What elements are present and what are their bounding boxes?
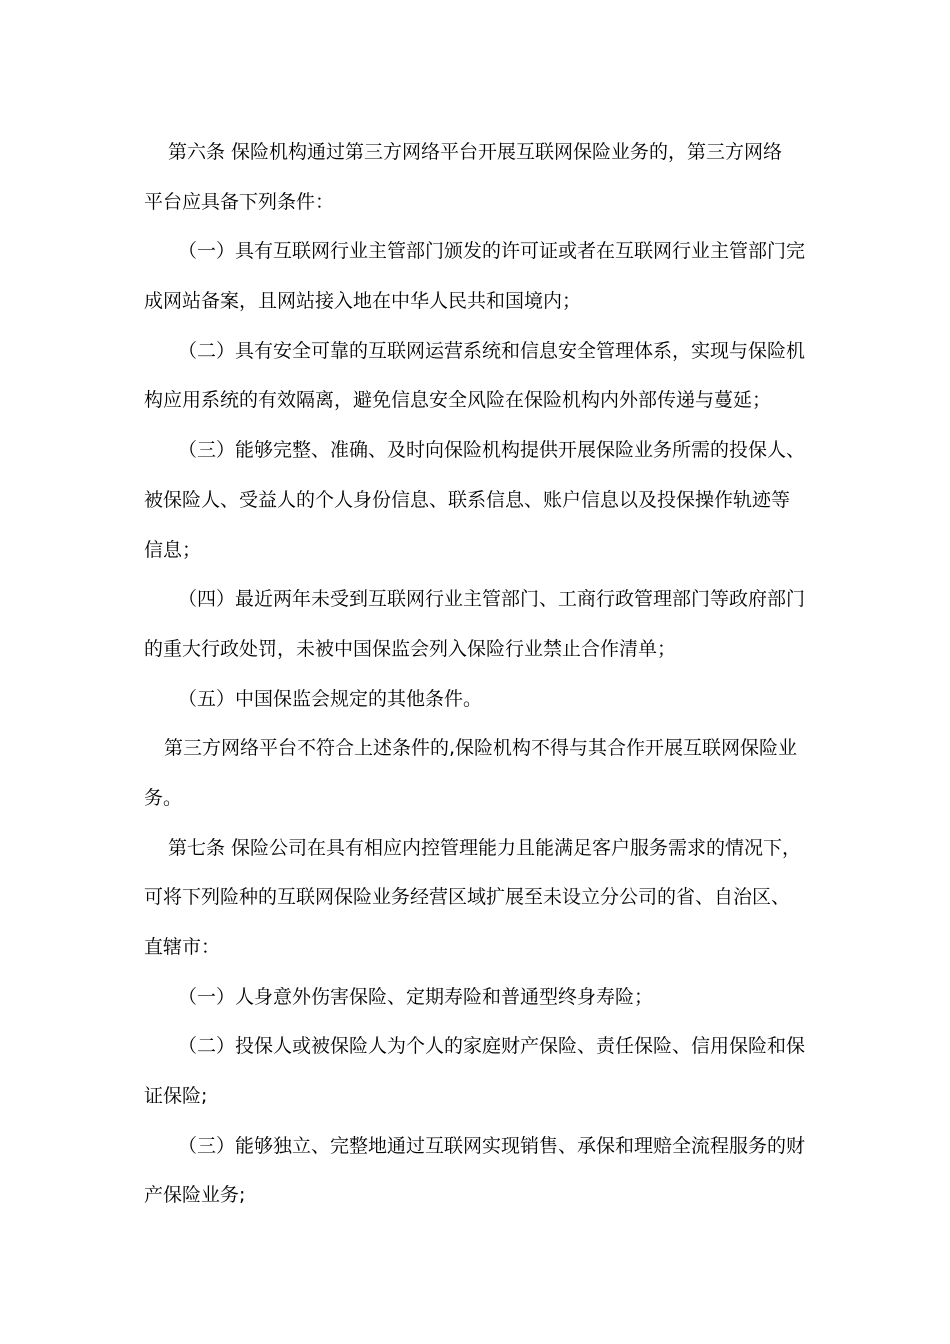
article-6-item-1-cont: 成网站备案，且网站接入地在中华人民共和国境内； (144, 290, 582, 313)
article-7-heading-cont-2: 直辖市： (144, 936, 221, 958)
article-7-item-2-cont: 证保险; (144, 1085, 208, 1108)
document-body (144, 128, 810, 1221)
article-6-heading: 第六条 保险机构通过第三方网络平台开展互联网保险业务的，第三方网络 (168, 141, 783, 163)
article-6-heading-cont: 平台应具备下列条件： (144, 190, 335, 213)
article-6-item-2: （二）具有安全可靠的互联网运营系统和信息安全管理体系，实现与保险机 (178, 339, 806, 362)
article-6-item-2-cont: 构应用系统的有效隔离，避免信息安全风险在保险机构内外部传递与蔓延； (144, 389, 772, 412)
article-7-heading: 第七条 保险公司在具有相应内控管理能力且能满足客户服务需求的情况下， (168, 836, 802, 859)
article-6-item-4: （四）最近两年未受到互联网行业主管部门、工商行政管理部门等政府部门 (178, 588, 806, 611)
article-6-item-3: （三）能够完整、准确、及时向保险机构提供开展保险业务所需的投保人、 (178, 439, 806, 462)
article-6-item-4-cont: 的重大行政处罚，未被中国保监会列入保险行业禁止合作清单； (144, 637, 677, 660)
article-6-closing-cont: 务。 (144, 786, 183, 809)
article-6-item-5: （五）中国保监会规定的其他条件。 (178, 687, 483, 710)
article-7-item-2: （二）投保人或被保险人为个人的家庭财产保险、责任保险、信用保险和保 (178, 1035, 806, 1058)
article-6-item-3-cont-2: 信息； (144, 538, 202, 561)
article-6-item-1: （一）具有互联网行业主管部门颁发的许可证或者在互联网行业主管部门完 (178, 240, 806, 263)
article-6-item-3-cont: 被保险人、受益人的个人身份信息、联系信息、账户信息以及投保操作轨迹等 (144, 488, 791, 511)
article-7-item-1: （一）人身意外伤害保险、定期寿险和普通型终身寿险； (178, 985, 654, 1008)
article-7-item-3-cont: 产保险业务; (144, 1184, 246, 1207)
article-7-heading-cont: 可将下列险种的互联网保险业务经营区域扩展至未设立分公司的省、自治区、 (144, 886, 791, 909)
article-7-item-3: （三）能够独立、完整地通过互联网实现销售、承保和理赔全流程服务的财 (178, 1134, 806, 1157)
article-6-closing: 第三方网络平台不符合上述条件的,保险机构不得与其合作开展互联网保险业 (164, 737, 798, 760)
